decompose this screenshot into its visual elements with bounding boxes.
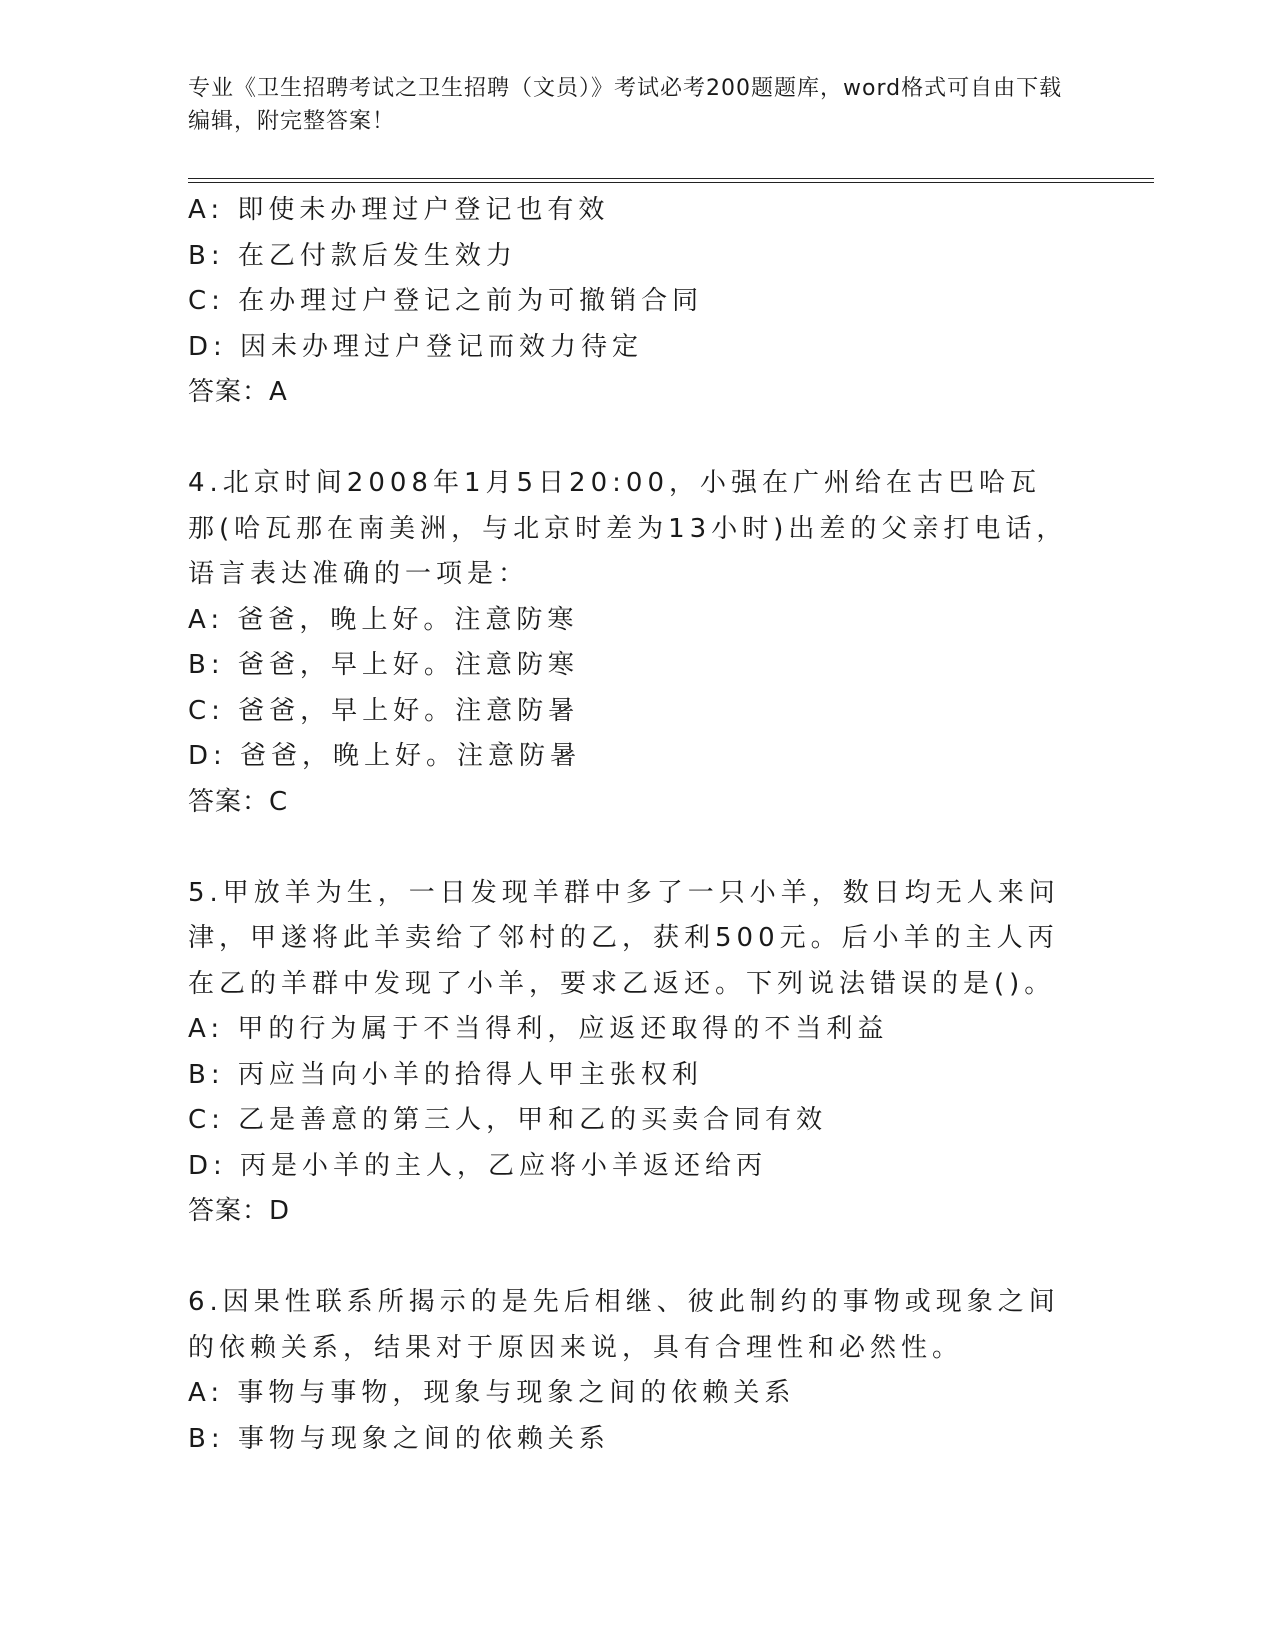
option-b: B: 丙应当向小羊的拾得人甲主张权利 — [188, 1059, 703, 1090]
option-a: A: 甲的行为属于不当得利，应返还取得的不当利益 — [188, 1014, 889, 1044]
option-c: C: 乙是善意的第三人，甲和乙的买卖合同有效 — [188, 1105, 828, 1135]
option-a: A: 爸爸，晚上好。注意防寒 — [188, 604, 579, 635]
option-c: C: 爸爸，早上好。注意防暑 — [188, 695, 580, 726]
spacer — [188, 416, 1088, 462]
option-b: B: 爸爸，早上好。注意防寒 — [188, 650, 579, 680]
spacer — [188, 825, 1088, 871]
header-divider — [188, 178, 1154, 183]
spacer — [188, 1235, 1088, 1281]
option-c: C: 在办理过户登记之前为可撤销合同 — [188, 286, 704, 316]
question-stem: 4.北京时间2008年1月5日20:00，小强在广州给在古巴哈瓦那(哈瓦那在南美洲，与北京时差为13小时)出差的父亲打电话，语言表达准确的一项是： — [188, 468, 1068, 589]
option-d: D: 因未办理过户登记而效力待定 — [188, 331, 644, 362]
question-stem: 5.甲放羊为生，一日发现羊群中多了一只小羊，数日均无人来问津，甲遂将此羊卖给了邻村的乙，获利500元。后小羊的主人丙在乙的羊群中发现了小羊，要求乙返还。下列说法错误的是()。 — [188, 877, 1060, 999]
document-header: 专业《卫生招聘考试之卫生招聘（文员）》考试必考200题题库，word格式可自由下载编辑，附完整答案！ — [188, 76, 1063, 134]
option-b: B: 事物与现象之间的依赖关系 — [188, 1423, 610, 1454]
question-6 — [188, 1280, 1088, 1462]
option-d: D: 爸爸，晚上好。注意防暑 — [188, 741, 582, 771]
question-3 — [188, 188, 1088, 416]
answer-label: 答案：A — [188, 377, 288, 407]
question-list — [188, 188, 1088, 1462]
option-d: D: 丙是小羊的主人，乙应将小羊返还给丙 — [188, 1150, 768, 1181]
answer-label: 答案：C — [188, 786, 289, 817]
option-b: B: 在乙付款后发生效力 — [188, 240, 517, 271]
option-a: A: 事物与事物，现象与现象之间的依赖关系 — [188, 1378, 796, 1408]
question-stem: 6.因果性联系所揭示的是先后相继、彼此制约的事物或现象之间的依赖关系，结果对于原因来说，具有合理性和必然性。 — [188, 1287, 1060, 1363]
question-5 — [188, 871, 1088, 1235]
option-a: A: 即使未办理过户登记也有效 — [188, 195, 610, 225]
answer-label: 答案：D — [188, 1196, 291, 1226]
question-4 — [188, 461, 1088, 825]
